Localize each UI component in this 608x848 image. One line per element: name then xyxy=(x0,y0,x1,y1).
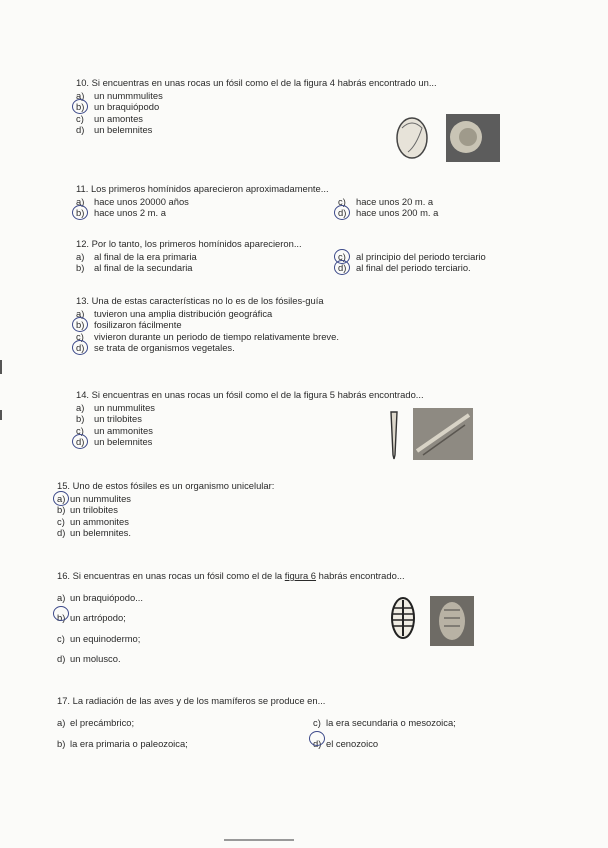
option-a: a) un nummulites xyxy=(57,492,131,504)
option-c: c) al principio del periodo terciario xyxy=(338,250,486,262)
question-17 xyxy=(57,690,477,754)
option-a: a) tuvieron una amplia distribución geográfica xyxy=(76,307,273,319)
question-12 xyxy=(76,238,516,274)
question-text: 17. La radiación de las aves y de los mamíferos se produce en... xyxy=(57,695,326,706)
option-c: c) la era secundaria o mesozoica; xyxy=(313,717,456,728)
scan-mark xyxy=(224,839,294,841)
option-b: b) un artrópodo; xyxy=(57,608,405,629)
question-16 xyxy=(57,566,405,670)
answer-circle: d) xyxy=(338,207,347,218)
option-c: c) hace unos 20 m. a xyxy=(338,195,434,207)
answer-circle: b) xyxy=(76,101,85,112)
option-c: c) un ammonites xyxy=(57,515,129,527)
question-text: 11. Los primeros homínidos aparecieron aproximadamente... xyxy=(76,183,329,194)
option-c: c) un ammonites xyxy=(76,424,153,436)
question-13 xyxy=(76,295,339,354)
answer-circle: d) xyxy=(313,733,321,754)
option-d: d) el cenozoico xyxy=(313,733,378,754)
question-text: 12. Por lo tanto, los primeros homínidos aparecieron... xyxy=(76,238,302,249)
option-a: a) un braquiópodo... xyxy=(57,591,143,603)
question-text: 10. Si encuentras en unas rocas un fósil como el de la figura 4 habrás encontrado un... xyxy=(76,77,437,88)
fossil-figure-6 xyxy=(386,594,476,650)
answer-circle: b) xyxy=(76,319,85,330)
question-11 xyxy=(76,183,496,219)
question-text: 13. Una de estas características no lo es de los fósiles-guía xyxy=(76,295,324,306)
fossil-figure-4 xyxy=(394,112,504,164)
answer-circle: d) xyxy=(338,262,347,273)
question-text: 15. Uno de estos fósiles es un organismo unicelular: xyxy=(57,480,275,491)
answer-circle: c) xyxy=(338,250,346,262)
option-c: c) un amontes xyxy=(76,112,143,124)
option-d: d) un belemnites. xyxy=(57,527,131,538)
question-15 xyxy=(57,480,274,539)
option-a: a) un nummmulites xyxy=(76,89,163,101)
option-a: a) hace unos 20000 años xyxy=(76,195,189,207)
question-text: 16. Si encuentras en unas rocas un fósil como el de la figura 6 habrás encontrado... xyxy=(57,570,405,581)
answer-circle: d) xyxy=(76,436,85,447)
answer-circle: b) xyxy=(57,608,65,629)
option-b: b) un trilobites xyxy=(57,504,118,515)
scan-mark xyxy=(0,410,2,420)
answer-circle: b) xyxy=(76,207,85,218)
option-a: a) un nummulites xyxy=(76,401,155,413)
answer-circle: d) xyxy=(76,342,85,353)
fossil-figure-5 xyxy=(383,407,475,465)
option-c: c) un equinodermo; xyxy=(57,632,141,644)
question-10 xyxy=(76,77,437,136)
option-d: d) un belemnites xyxy=(76,124,153,135)
option-b: b) hace unos 2 m. a xyxy=(76,207,166,218)
question-14 xyxy=(76,389,424,448)
option-b: b) un braquiópodo xyxy=(76,101,160,112)
answer-circle: a) xyxy=(57,492,66,504)
figure-link: figura 6 xyxy=(284,570,317,581)
option-c: c) vivieron durante un periodo de tiempo relativamente breve. xyxy=(76,330,339,342)
option-d: d) un belemnites xyxy=(76,436,153,447)
option-b: b) fosilizaron fácilmente xyxy=(76,319,182,330)
option-b: b) un trilobites xyxy=(76,413,142,424)
option-a: a) al final de la era primaria xyxy=(76,250,197,262)
option-b: b) la era primaria o paleozoica; xyxy=(57,738,188,749)
option-a: a) el precámbrico; xyxy=(57,717,135,728)
option-b: b) al final de la secundaria xyxy=(76,262,193,273)
question-text: 14. Si encuentras en unas rocas un fósil como el de la figura 5 habrás encontrado... xyxy=(76,389,424,400)
scan-mark xyxy=(0,360,2,374)
option-d: d) al final del periodo terciario. xyxy=(338,262,471,273)
option-d: d) un molusco. xyxy=(57,653,121,664)
option-d: d) se trata de organismos vegetales. xyxy=(76,342,235,353)
option-d: d) hace unos 200 m. a xyxy=(338,207,439,218)
